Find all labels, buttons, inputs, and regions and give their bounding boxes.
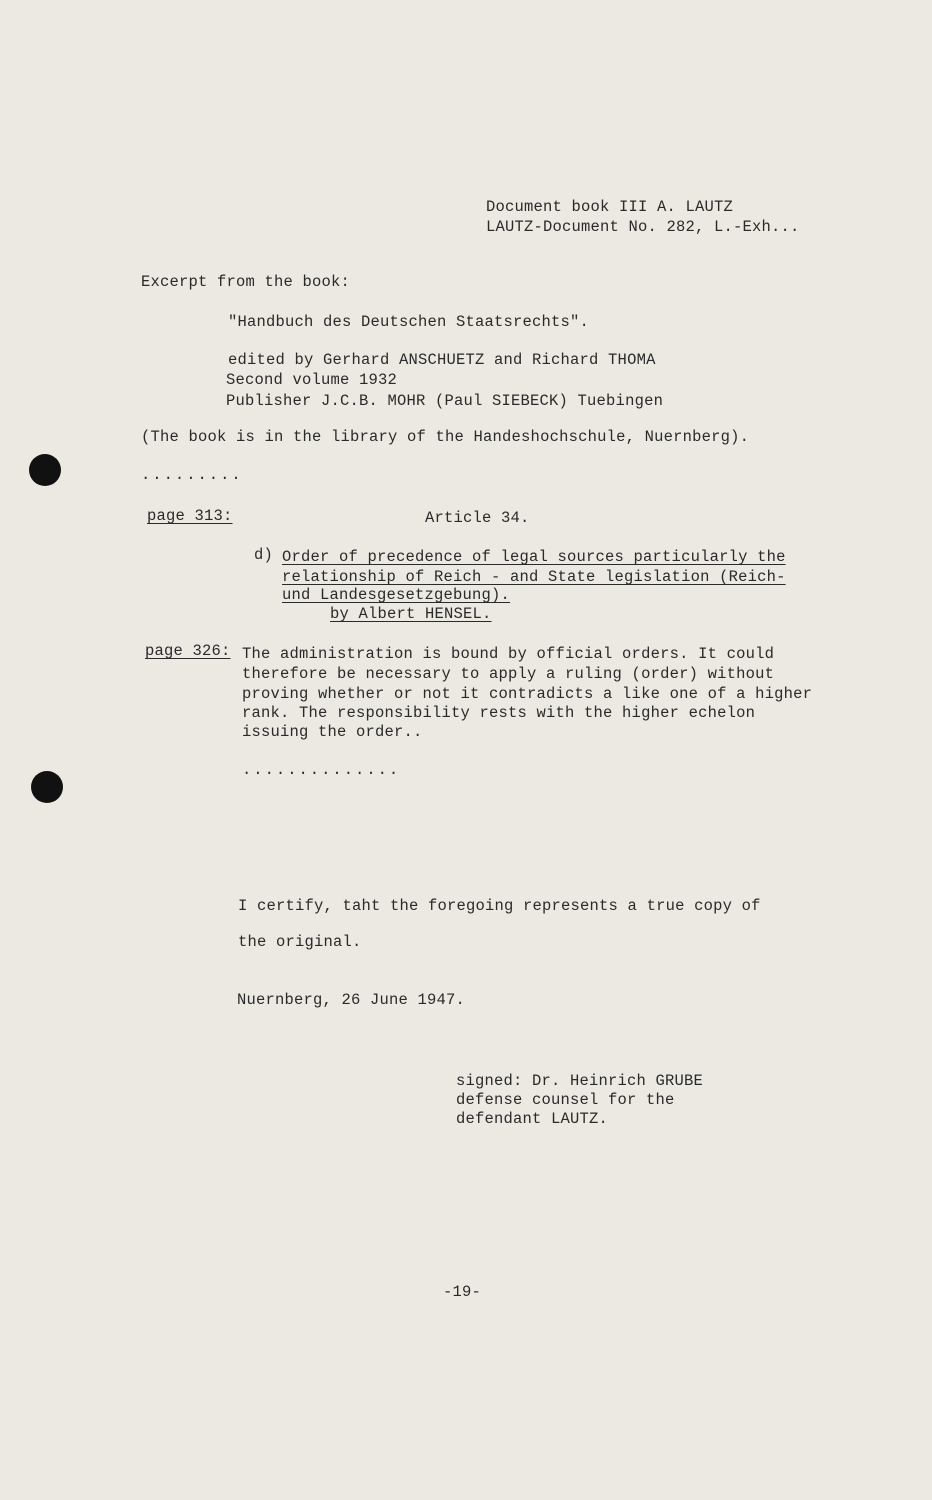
excerpt-intro: Excerpt from the book:: [141, 273, 351, 291]
punch-hole-top: [29, 454, 61, 486]
signature-line-2: defense counsel for the: [456, 1091, 675, 1109]
item-d-heading-line-1: Order of precedence of legal sources particularly the: [282, 548, 786, 566]
page-326-text-line-3: proving whether or not it contradicts a like one of a higher: [242, 685, 813, 703]
signature-line-3: defendant LAUTZ.: [456, 1110, 609, 1128]
signature-line-1: signed: Dr. Heinrich GRUBE: [456, 1072, 704, 1090]
page-326-text-line-4: rank. The responsibility rests with the higher echelon: [242, 704, 756, 722]
book-volume: Second volume 1932: [226, 371, 398, 389]
header-line-2: LAUTZ-Document No. 282, L.-Exh...: [486, 218, 800, 236]
ellipsis-1: .........: [141, 466, 243, 484]
page-326-text-line-2: therefore be necessary to apply a ruling (order) without: [242, 665, 775, 683]
book-title: "Handbuch des Deutschen Staatsrechts".: [228, 313, 590, 331]
item-d-heading-line-3: und Landesgesetzgebung).: [282, 586, 511, 604]
item-d-marker: d): [254, 546, 274, 564]
certification-line-1: I certify, taht the foregoing represents a true copy of: [238, 897, 761, 915]
item-d-author: by Albert HENSEL.: [330, 605, 492, 623]
page-326-text-line-1: The administration is bound by official orders. It could: [242, 645, 775, 663]
library-note: (The book is in the library of the Handeshochschule, Nuernberg).: [141, 428, 750, 446]
place-and-date: Nuernberg, 26 June 1947.: [237, 991, 466, 1009]
page-326-text-line-5: issuing the order..: [242, 723, 423, 741]
ellipsis-2: ..............: [242, 761, 401, 779]
book-publisher: Publisher J.C.B. MOHR (Paul SIEBECK) Tuebingen: [226, 392, 664, 410]
article-34-heading: Article 34.: [425, 509, 530, 527]
item-d-heading-line-2: relationship of Reich - and State legislation (Reich-: [282, 568, 786, 586]
page-number: -19-: [443, 1283, 482, 1301]
page-326-ref: page 326:: [145, 642, 231, 660]
header-line-1: Document book III A. LAUTZ: [486, 198, 734, 216]
book-editors: edited by Gerhard ANSCHUETZ and Richard THOMA: [228, 351, 656, 369]
punch-hole-bottom: [31, 771, 63, 803]
page-313-ref: page 313:: [147, 507, 233, 525]
certification-line-2: the original.: [238, 933, 362, 951]
